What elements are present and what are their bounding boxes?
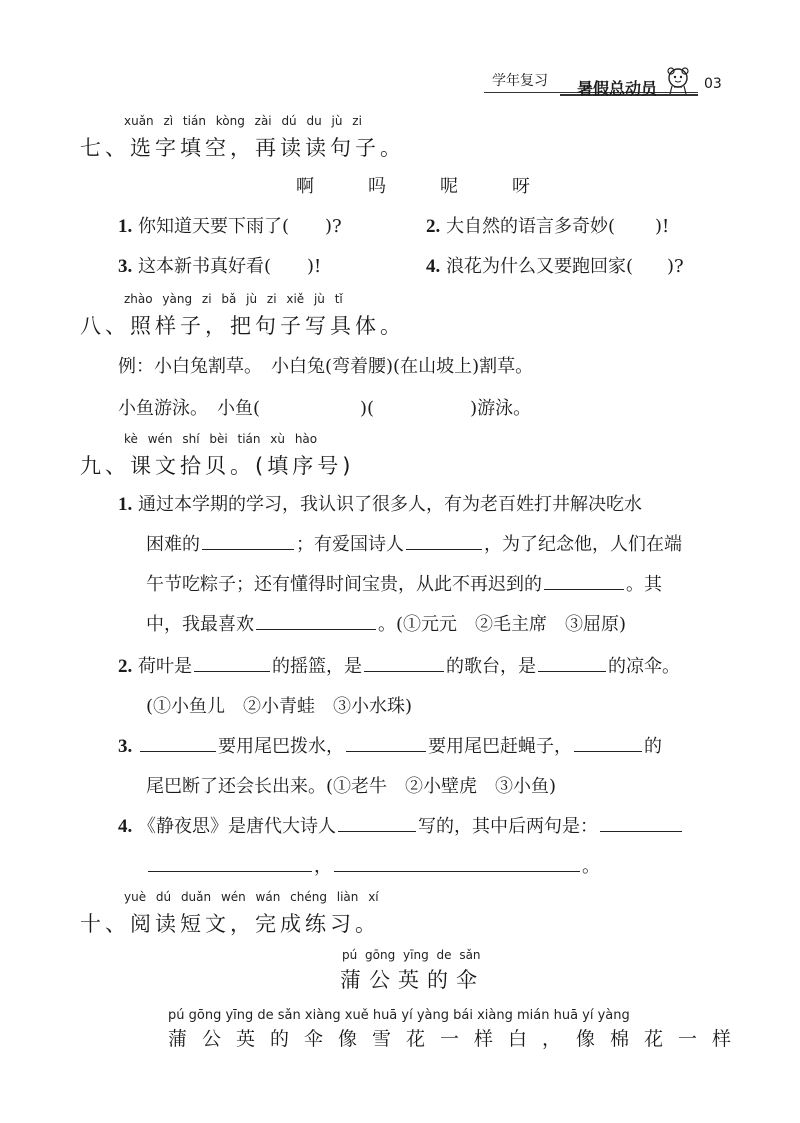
question-9-3-line-1 (118, 732, 662, 758)
q-number: 1. (118, 216, 133, 237)
story-line-1-pinyin: pú gōng yīng de sǎn xiàng xuě huā yí yàng bái xiàng mián huā yí yàng (168, 1008, 630, 1023)
q-text: 。(①元元 ②毛主席 ③屈原) (378, 614, 627, 635)
answer-blank[interactable] (338, 813, 416, 832)
story-title-pinyin: pú gōng yīng de sǎn (342, 948, 481, 962)
question-9-1-line-1 (118, 490, 642, 516)
question-9-4-line-1 (118, 812, 684, 838)
q-text: 这本新书真好看( (137, 256, 272, 277)
question-7-2 (426, 212, 669, 238)
q-text: ， (314, 856, 332, 877)
section-10-pinyin: yuè dú duǎn wén wán chéng liàn xí (124, 890, 379, 904)
question-9-1-line-2 (146, 530, 682, 556)
q-number: 1. (118, 494, 133, 515)
q-text: 困难的 (146, 534, 200, 555)
section-7-pinyin: xuǎn zì tián kòng zài dú du jù zi (124, 114, 362, 128)
section-8-pinyin: zhào yàng zi bǎ jù zi xiě jù tǐ (124, 292, 343, 306)
task-start: 小鱼游泳。 小鱼( (118, 398, 261, 419)
question-9-1-line-4 (146, 610, 626, 636)
header-label: 学年复习 (492, 73, 548, 89)
question-7-3 (118, 252, 321, 278)
q-text: 的凉伞。 (607, 656, 680, 677)
q-text: 。 (582, 856, 600, 877)
answer-blank[interactable] (574, 733, 642, 752)
q-text: 中，我最喜欢 (146, 614, 254, 635)
q-number: 2. (118, 656, 133, 677)
q-end: )? (667, 256, 684, 277)
question-9-4-line-2 (146, 852, 600, 878)
answer-blank[interactable] (194, 653, 270, 672)
answer-blank[interactable] (256, 611, 376, 630)
q-end: )! (655, 216, 670, 237)
story-title: 蒲公英的伞 (340, 968, 485, 992)
q-text: 午节吃粽子；还有懂得时间宝贵，从此不再迟到的 (146, 574, 542, 595)
q-number: 4. (426, 256, 441, 277)
example-sentence: 例：小白兔割草。 小白兔(弯着腰)(在山坡上)割草。 (118, 356, 534, 377)
q-number: 4. (118, 816, 133, 837)
task-mid: )( (360, 398, 375, 419)
page-number: 03 (704, 76, 722, 92)
q-text: 荷叶是 (137, 656, 192, 677)
q-text: 要用尾巴拨水， (217, 736, 344, 757)
q-number: 2. (426, 216, 441, 237)
question-9-2-line-1 (118, 652, 680, 678)
q-text: 大自然的语言多奇妙( (445, 216, 616, 237)
q-text: 《静夜思》是唐代大诗人 (137, 816, 336, 837)
answer-blank[interactable] (538, 653, 606, 672)
section-9-title: 九、课文拾贝。(填序号) (80, 454, 355, 478)
section-10-title: 十、阅读短文，完成练习。 (80, 912, 380, 936)
word-choices: 啊 吗 呢 呀 (296, 176, 536, 197)
question-9-3-line-2: 尾巴断了还会长出来。(①老牛 ②小壁虎 ③小鱼) (146, 776, 557, 797)
question-9-2-options: (①小鱼儿 ②小青蛙 ③小水珠) (146, 696, 413, 717)
q-text: 。其 (626, 574, 662, 595)
header-brand: 暑假总动员 (577, 79, 658, 98)
answer-blank[interactable] (364, 653, 444, 672)
answer-blank[interactable] (346, 733, 426, 752)
story-line-1: 蒲公英的伞像雪花一样白，像棉花一样 (168, 1028, 747, 1050)
q-number: 3. (118, 256, 133, 277)
q-end: )! (307, 256, 322, 277)
q-text: ，为了纪念他，人们在端 (484, 534, 682, 555)
q-end: )? (325, 216, 342, 237)
answer-blank[interactable] (406, 531, 482, 550)
section-7-title: 七、选字填空，再读读句子。 (80, 136, 405, 160)
q-text: 的摇篮，是 (271, 656, 362, 677)
answer-blank[interactable] (334, 853, 580, 872)
answer-blank[interactable] (544, 571, 624, 590)
question-9-1-line-3 (146, 570, 662, 596)
rewrite-task (118, 394, 531, 420)
q-text: ；有爱国诗人 (296, 534, 404, 555)
task-end: )游泳。 (470, 398, 532, 419)
q-text: 的歌台，是 (445, 656, 536, 677)
answer-blank[interactable] (148, 853, 312, 872)
q-text: 你知道天要下雨了( (137, 216, 290, 237)
section-9-pinyin: kè wén shí bèi tián xù hào (124, 432, 318, 446)
answer-blank[interactable] (600, 813, 682, 832)
q-number: 3. (118, 736, 133, 757)
q-text: 写的，其中后两句是： (417, 816, 598, 837)
section-8-title: 八、照样子，把句子写具体。 (80, 314, 405, 338)
q-text: 浪花为什么又要跑回家( (445, 256, 634, 277)
question-7-4 (426, 252, 684, 278)
mascot-icon (664, 66, 692, 96)
q-text: 通过本学期的学习，我认识了很多人，有为老百姓打井解决吃水 (137, 494, 642, 515)
q-text: 的 (643, 736, 662, 757)
answer-blank[interactable] (202, 531, 294, 550)
question-7-1 (118, 212, 342, 238)
q-text: 要用尾巴赶蝇子， (427, 736, 572, 757)
answer-blank[interactable] (140, 733, 216, 752)
